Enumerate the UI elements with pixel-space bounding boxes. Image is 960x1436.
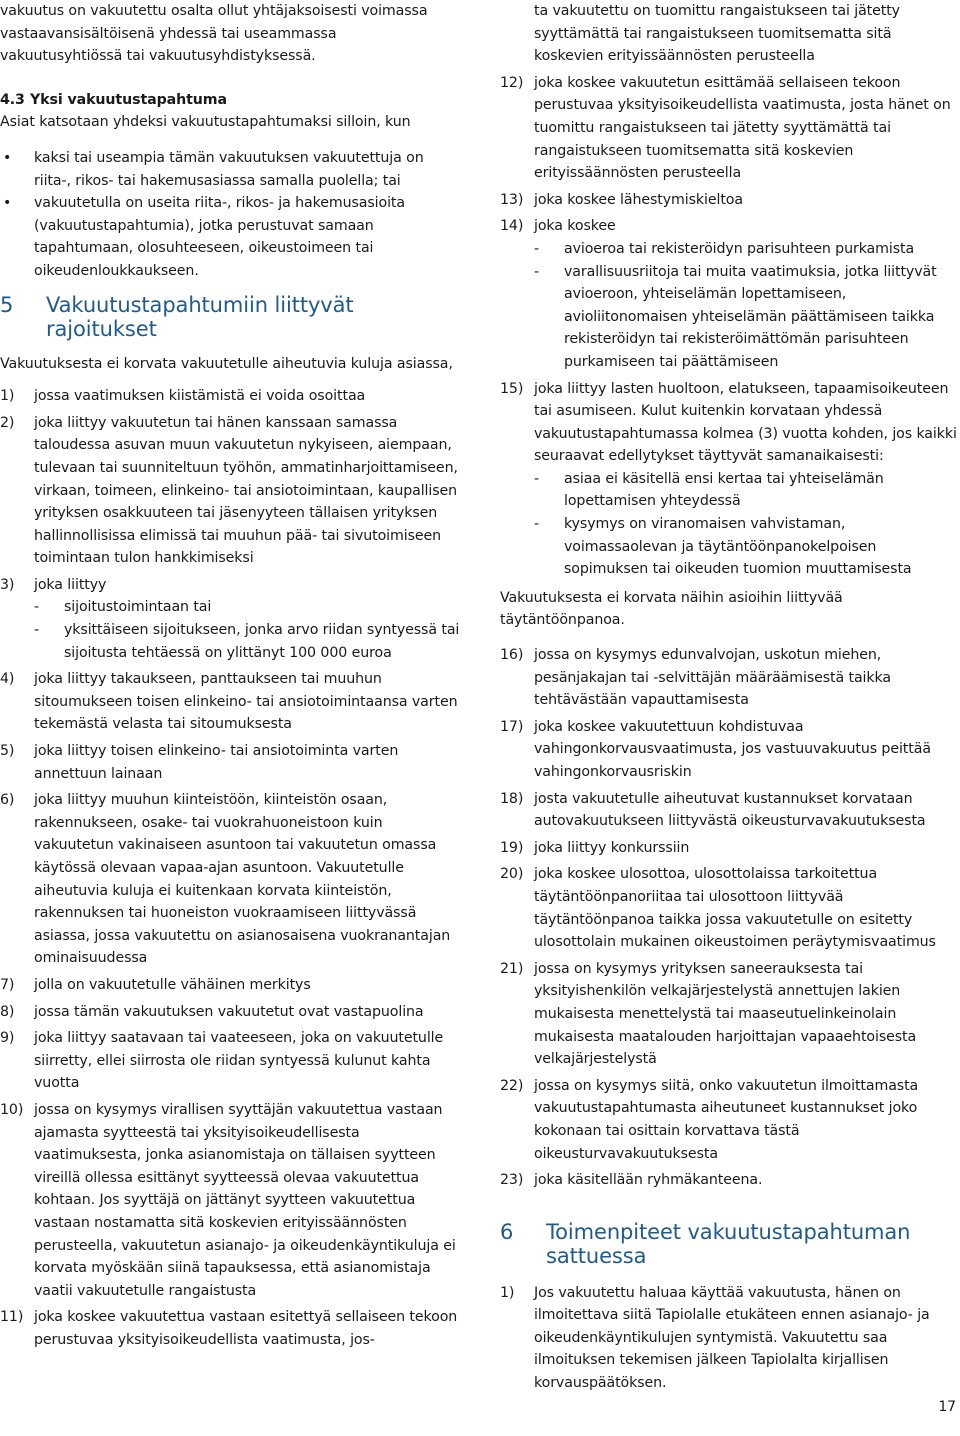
list-item: 22) jossa on kysymys siitä, onko vakuutetun ilmoittamasta vakuutustapahtumasta aiheutuneet kustannukset joko kokonaan tai osittain korvattava tästä oikeusturvavakuutuksesta — [500, 1077, 919, 1162]
section-6-heading — [500, 1220, 960, 1268]
bullet-text: vakuutetulla on useita riita-, rikos- ja hakemusasioita (vakuutustapahtumia), jotka perustuvat samaan tapahtumaan, olosuhteeseen, oikeustoimeen tai oikeudenloukkaukseen. — [34, 195, 405, 279]
section-number: 5 — [0, 292, 14, 317]
section-5-heading — [0, 293, 462, 341]
intro-paragraph: vakuutus on vakuutettu osalta ollut yhtäjaksoisesti voimassa vastaavansisältöisenä yhdessä tai useammassa vakuutusyhtiössä tai vakuutusyhdistyksessä. — [0, 3, 428, 65]
list-item: 18) josta vakuutetulle aiheutuvat kustannukset korvataan autovakuutukseen liittyvästä oikeusturvavakuutuksesta — [500, 790, 926, 830]
list-item: 20) joka koskee ulosottoa, ulosottolaissa tarkoitettua täytäntöönpanoriitaa tai ulosottoon liittyvää täytäntöönpanoa taikka jossa vakuutetulle on esitetty ulosottolain mukainen oikeustoimen peräytymisvaatimus — [500, 866, 936, 951]
right-column — [500, 0, 960, 1395]
list-item: 17) joka koskee vakuutettuun kohdistuvaa vahingonkorvausvaatimusta, jos vastuuvakuutus peittää vahingonkorvausriskin — [500, 718, 931, 780]
list-item: 13) joka koskee lähestymiskieltoa — [500, 191, 743, 208]
list-item: 15) joka liittyy lasten huoltoon, elatukseen, tapaamisoikeuteen tai asumiseen. Kulut kuitenkin korvataan yhdessä vakuutustapahtumassa kolmea (3) vuotta kohden, jos kaikki seuraavat edellytykset täyttyvät samanaikaisesti: — [500, 380, 957, 465]
section-number: 6 — [500, 1219, 514, 1244]
page-number: 17 — [938, 1399, 956, 1415]
dash-item: - varallisuusriitoja tai muita vaatimuksia, jotka liittyvät avioeroon, yhteiselämän lopettamiseen, avioliitonomaisen yhteiselämän päättämiseen taikka rekisteröidyn tai rekisteröimättömän parisuhteen purkamiseen tai päättämiseen — [534, 263, 937, 370]
list-item: 4) joka liittyy takaukseen, panttaukseen tai muuhun sitoumukseen toisen elinkeino- tai ansiotoimintaansa varten tekemästä velasta tai sitoumuksesta — [0, 671, 458, 733]
list-item: 8) jossa tämän vakuutuksen vakuutetut ovat vastapuolina — [0, 1003, 424, 1020]
paragraph: Vakuutuksesta ei korvata näihin asioihin liittyvää täytäntöönpanoa. — [500, 589, 843, 629]
dash-item: - asiaa ei käsitellä ensi kertaa tai yhteiselämän lopettamisen yhteydessä — [534, 470, 884, 510]
section-title: Vakuutustapahtumiin liittyvät rajoitukset — [46, 292, 354, 341]
list-item: 23) joka käsitellään ryhmäkanteena. — [500, 1172, 763, 1189]
list-item: 1) Jos vakuutettu haluaa käyttää vakuutusta, hänen on ilmoitettava siitä Tapiolalle etukäteen ennen asianajo- ja oikeudenkäyntikulujen syntymistä. Vakuutettu saa ilmoituksen tekemisen jälkeen Tapiolalta kirjallisen korvauspäätöksen. — [500, 1284, 930, 1392]
list-item: 9) joka liittyy saatavaan tai vaateeseen, joka on vakuutetulle siirretty, ellei siirrosta ole riidan syntyessä kulunut kahta vuotta — [0, 1030, 444, 1092]
subsection-title: Yksi vakuutustapahtuma — [30, 91, 227, 108]
dash-item: - sijoitustoimintaan tai — [34, 599, 212, 616]
list-item: 12) joka koskee vakuutetun esittämää sellaiseen tekoon perustuvaa yksityisoikeudellista vaatimusta, josta hänet on tuomittu rangaistukseen tai jätetty syyttämättä tai rangaistukseen tuomitsematta sitä koskevien erityissäännösten perusteella — [500, 74, 951, 182]
list-item: 5) joka liittyy toisen elinkeino- tai ansiotoiminta varten annettuun lainaan — [0, 743, 399, 782]
list-item: 10) jossa on kysymys virallisen syyttäjän vakuutettua vastaan ajamasta syytteestä tai yksityisoikeudellisesta vaatimuksesta, jonka asianomistaja on tällaisen syytteen vireillä ollessa esittänyt syytteessä olevaa vakuutettua kohtaan. Jos syyttäjä on jättänyt syytteen vakuutettua vastaan nostamatta sitä koskevien erityissäännösten perusteella, vakuutetun asianajo- ja oikeudenkäyntikuluja ei korvata myöskään siinä tapauksessa, että asianomistaja vaatii vakuutetulle rangaistusta — [0, 1101, 456, 1299]
list-item: 3) joka liittyy — [0, 576, 107, 593]
section-title: Toimenpiteet vakuutustapahtuman sattuessa — [546, 1219, 911, 1268]
list-item: 11) joka koskee vakuutettua vastaan esitettyä sellaiseen tekoon perustuvaa yksityisoikeudellista vaatimusta, jos- — [0, 1309, 458, 1348]
bullet-item: • kaksi tai useampia tämän vakuutuksen vakuutettuja on riita-, rikos- tai hakemusasiassa samalla puolella; tai — [3, 149, 424, 189]
list-item: 14) joka koskee — [500, 218, 616, 235]
list-item: 7) jolla on vakuutetulle vähäinen merkitys — [0, 976, 311, 993]
list-item: 2) joka liittyy vakuutetun tai hänen kanssaan samassa taloudessa asuvan muun vakuutetun nykyiseen, aiempaan, tulevaan tai suunniteltuun työhön, ammatinharjoittamiseen, virkaan, toimeen, elinkeino- tai ansiotoimintaan, kaupallisen yrityksen osakkuuteen tai jäsenyyteen tällaisen yrityksen hallinnollisissa elimissä tai muuhun pää- tai sivutoimiseen toimintaan tulon hankkimiseksi — [0, 414, 458, 567]
continued-item-text: ta vakuutettu on tuomittu rangaistukseen tai jätetty syyttämättä tai rangaistukseen tuomitsematta sitä koskevien erityissäännösten perusteella — [534, 3, 900, 65]
left-column — [0, 0, 462, 1351]
dash-item: - kysymys on viranomaisen vahvistaman, voimassaolevan ja täytäntöönpanokelpoisen sopimuksen tai oikeuden tuomion muuttamisesta — [534, 516, 912, 578]
subsection-number: 4.3 — [0, 91, 25, 108]
dash-item: - avioeroa tai rekisteröidyn parisuhteen purkamista — [534, 240, 915, 257]
bullet-item: • vakuutetulla on useita riita-, rikos- ja hakemusasioita (vakuutustapahtumia), jotka perustuvat samaan tapahtumaan, olosuhteeseen, oikeustoimeen tai oikeudenloukkaukseen. — [3, 195, 405, 279]
bullet-text: kaksi tai useampia tämän vakuutuksen vakuutettuja on riita-, rikos- tai hakemusasiassa samalla puolella; tai — [34, 149, 424, 189]
subsection-lead: Asiat katsotaan yhdeksi vakuutustapahtumaksi silloin, kun — [0, 114, 411, 131]
section-lead: Vakuutuksesta ei korvata vakuutetulle aiheutuvia kuluja asiassa, — [0, 355, 453, 372]
list-item: 1) jossa vaatimuksen kiistämistä ei voida osoittaa — [0, 388, 366, 405]
list-item: 19) joka liittyy konkurssiin — [500, 839, 690, 856]
subsection-4-3-heading — [0, 89, 462, 112]
list-item: 21) jossa on kysymys yrityksen saneerauksesta tai yksityishenkilön velkajärjestelystä annettujen lakien mukaisesta menettelystä tai maaseutuelinkeinolain mukaisesta maatalouden harjoittajan vapaaehtoisesta velkajärjestelystä — [500, 960, 917, 1068]
dash-item: - yksittäiseen sijoitukseen, jonka arvo riidan syntyessä tai sijoitusta tehtäessä on ylittänyt 100 000 euroa — [34, 622, 460, 661]
list-item: 6) joka liittyy muuhun kiinteistöön, kiinteistön osaan, rakennukseen, osake- tai vuokrahuoneistoon kuin vakuutetun vakinaiseen asuntoon tai vakuutetun omassa käytössä olevaan vapaa-ajan asuntoon. Vakuutetulle aiheutuvia kuluja ei kuitenkaan korvata kiinteistön, rakennuksen tai huoneiston vuokraamiseen liittyvässä asiassa, jossa vakuutettu on asianosaisena vuokranantajan ominaisuudessa — [0, 792, 451, 967]
list-item: 16) jossa on kysymys edunvalvojan, uskotun miehen, pesänjakajan tai -selvittäjän määräämisestä taikka tehtävästään vapauttamisesta — [500, 647, 891, 709]
